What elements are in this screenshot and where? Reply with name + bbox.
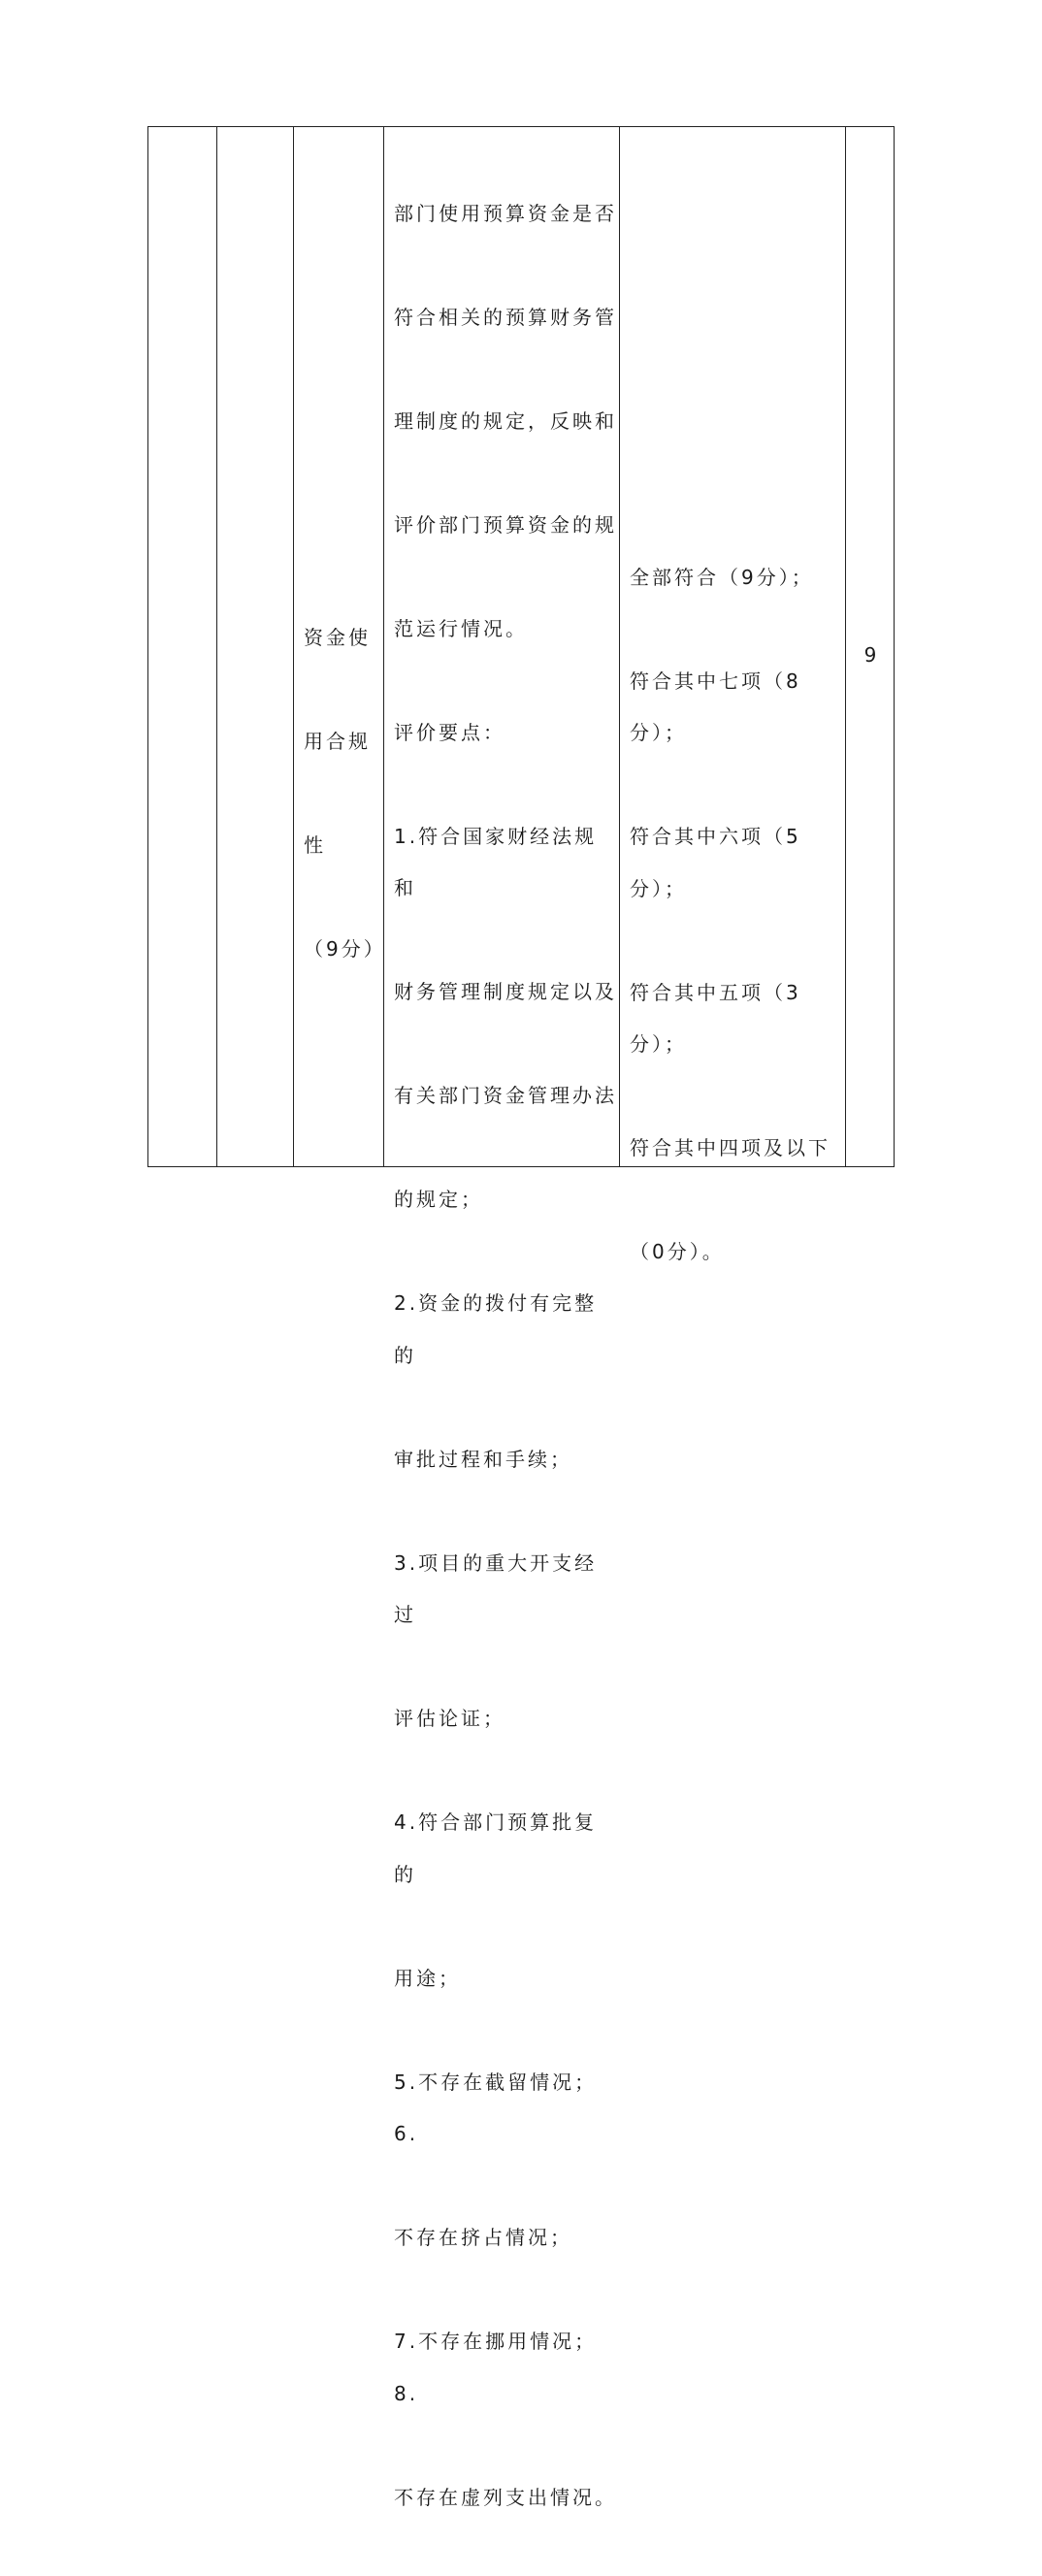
scoring-line: 符合其中五项（3分）； — [630, 980, 801, 1056]
metric-name-line: 性 — [304, 832, 326, 857]
description-line: 的规定； — [394, 1188, 483, 1211]
scoring-line: 符合其中七项（8分）； — [630, 668, 801, 744]
column-divider — [383, 127, 384, 1166]
scoring-line: 全部符合（9分）； — [630, 565, 814, 589]
column-divider — [619, 127, 620, 1166]
description-line: 评估论证； — [394, 1707, 505, 1730]
description-line: 不存在虚列支出情况。 — [394, 2485, 617, 2509]
metric-name-line: 用合规 — [304, 729, 371, 753]
description-line: 审批过程和手续； — [394, 1447, 572, 1471]
description-cell — [394, 136, 617, 2576]
description-line: 2.资金的拨付有完整的 — [394, 1291, 598, 1367]
description-line: 理制度的规定，反映和 — [394, 408, 617, 433]
description-line: 评价部门预算资金的规 — [394, 512, 617, 537]
metric-name-cell — [304, 560, 386, 1027]
column-divider — [293, 127, 294, 1166]
description-line: 不存在挤占情况； — [394, 2226, 572, 2249]
score-cell: 9 — [863, 643, 877, 667]
description-line: 部门使用预算资金是否 — [394, 201, 617, 225]
scoring-line: （0分）。 — [630, 1240, 725, 1263]
description-line: 4.符合部门预算批复的 — [394, 1810, 598, 1886]
description-line: 7.不存在挪用情况；8. — [394, 2330, 598, 2405]
description-line: 有关部门资金管理办法 — [394, 1084, 617, 1107]
description-line: 财务管理制度规定以及 — [394, 980, 617, 1003]
description-line: 1.符合国家财经法规和 — [394, 824, 598, 899]
metric-name-line: 资金使 — [304, 625, 371, 649]
description-line: 3.项目的重大开支经过 — [394, 1550, 598, 1626]
description-line: 符合相关的预算财务管 — [394, 305, 617, 329]
metric-name-line: （9分） — [304, 936, 386, 961]
description-line: 用途； — [394, 1966, 461, 1990]
description-line: 5.不存在截留情况；6. — [394, 2070, 598, 2145]
scoring-line: 符合其中四项及以下 — [630, 1136, 830, 1159]
description-line: 范运行情况。 — [394, 616, 528, 640]
scoring-criteria-cell — [630, 500, 853, 1330]
evaluation-table — [147, 126, 895, 2509]
column-divider — [216, 127, 217, 1166]
scoring-line: 符合其中六项（5分）； — [630, 825, 801, 900]
description-line: 评价要点： — [394, 720, 505, 744]
